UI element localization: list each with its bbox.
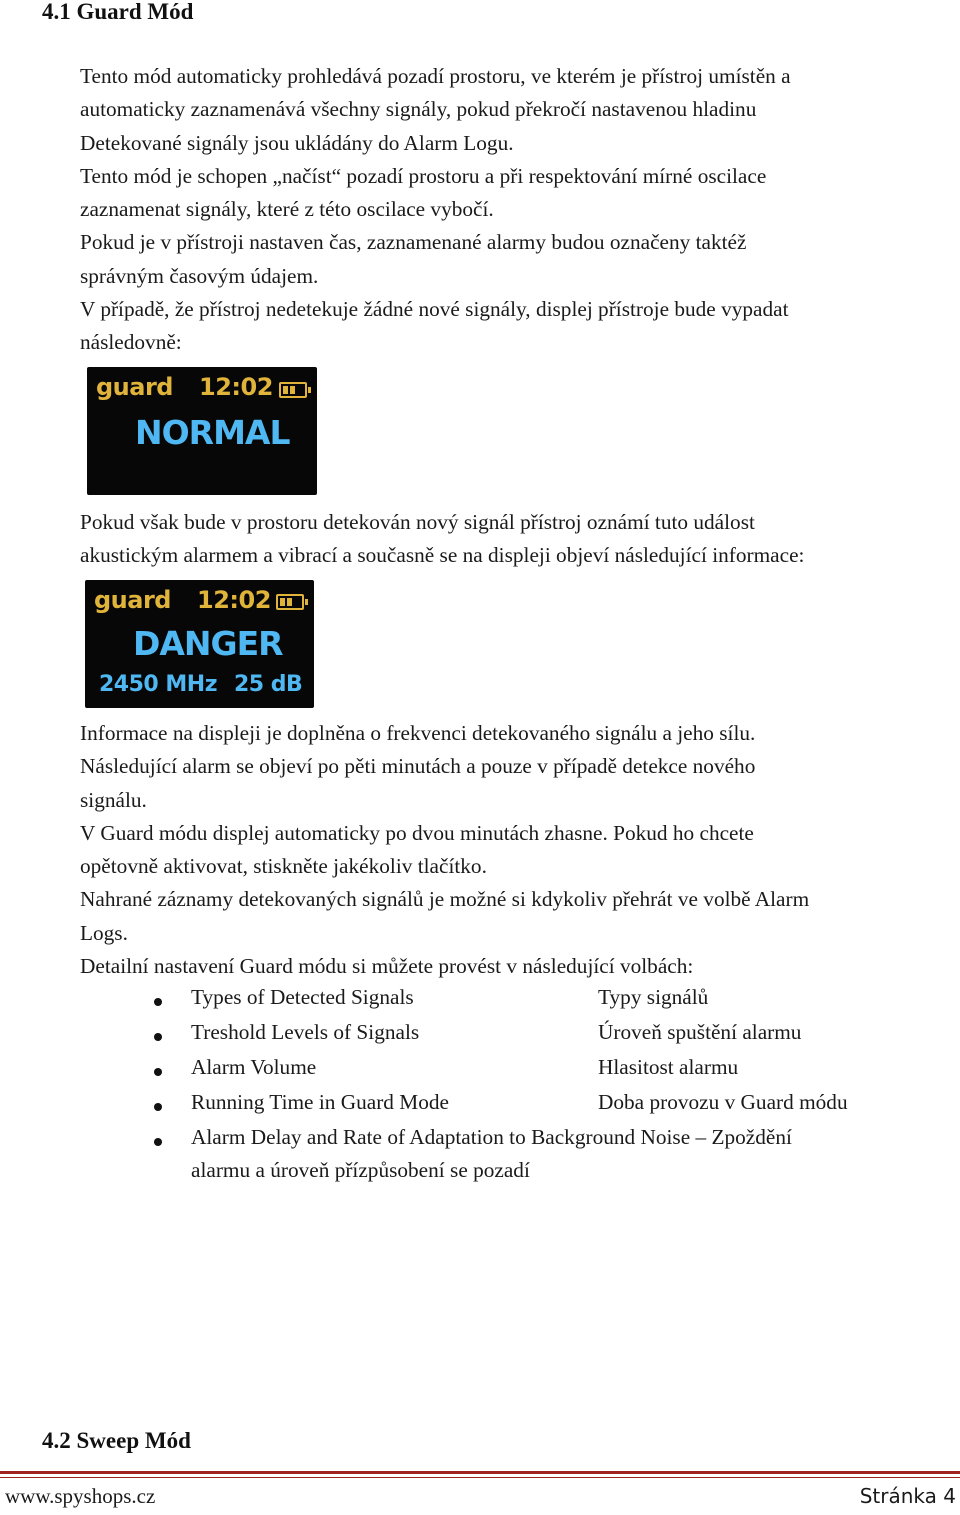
list-item-en: Running Time in Guard Mode [191,1090,449,1114]
list-item-en: Types of Detected Signals [191,985,414,1009]
text-line: následovně: [80,330,182,355]
intro-paragraph [80,60,950,360]
text-line: zaznamenat signály, které z této oscilace vybočí. [80,197,494,222]
list-item-text: alarmu a úroveň přízpůsobení se pozadí [191,1158,530,1182]
text-line: automaticky zaznamenává všechny signály, pokud překročí nastavenou hladinu [80,97,757,122]
list-item-text: Alarm Delay and Rate of Adaptation to Background Noise – Zpoždění [191,1125,792,1149]
list-item-cz: Typy signálů [598,985,709,1009]
bullet-icon [154,998,162,1006]
display-time: 12:02 [197,586,271,614]
text-line: Detailní nastavení Guard módu si můžete provést v následující volbách: [80,954,694,979]
text-line: Logs. [80,920,128,945]
display-status: DANGER [133,624,283,663]
section-heading-sweep-mode: 4.2 Sweep Mód [42,1428,191,1453]
text-line: Nahrané záznamy detekovaných signálů je možné si kdykoliv přehrát ve volbě Alarm [80,887,810,912]
list-item-cz: Hlasitost alarmu [598,1055,739,1079]
bullet-icon [154,1138,162,1146]
list-item [0,1125,960,1195]
bullet-icon [154,1103,162,1111]
list-item-cz: Doba provozu v Guard módu [598,1090,848,1114]
list-item [0,1090,960,1125]
text-line: Informace na displeji je doplněna o frekvenci detekovaného signálu a jeho sílu. [80,721,756,745]
footer-divider-thin [0,1477,960,1478]
list-item-en: Treshold Levels of Signals [191,1020,420,1044]
bullet-icon [154,1033,162,1041]
display-mode-label: guard [96,373,173,401]
list-item-cz: Úroveň spuštění alarmu [598,1020,802,1044]
alarm-paragraph [80,506,950,573]
text-line: Tento mód je schopen „načíst“ pozadí prostoru a při respektování mírné oscilace [80,163,767,188]
text-line: správným časovým údajem. [80,263,319,288]
footer-divider [0,1471,960,1474]
text-line: V případě, že přístroj nedetekuje žádné nové signály, displej přístroje bude vypadat [80,297,789,322]
text-line: signálu. [80,787,147,812]
section-heading-guard-mode: 4.1 Guard Mód [42,0,194,24]
text-line: Pokud je v přístroji nastaven čas, zaznamenané alarmy budou označeny taktéž [80,230,747,255]
device-display-danger [85,580,314,708]
list-item [0,985,960,1020]
display-frequency: 2450 MHz [99,672,217,697]
display-time: 12:02 [199,373,273,401]
text-line: V Guard módu displej automaticky po dvou minutách zhasne. Pokud ho chcete [80,820,754,845]
list-item [0,1020,960,1055]
text-line: Tento mód automaticky prohledává pozadí prostoru, ve kterém je přístroj umístěn a [80,64,791,88]
text-line: opětovně aktivovat, stiskněte jakékoliv tlačítko. [80,854,487,879]
list-item [0,1055,960,1090]
battery-icon [276,594,304,610]
details-paragraph [80,717,950,983]
battery-icon [279,382,307,398]
text-line: akustickým alarmem a vibrací a současně se na displeji objeví následující informace: [80,543,805,568]
footer-website: www.spyshops.cz [5,1484,156,1508]
footer-page-number: Stránka 4 [859,1484,956,1508]
bullet-icon [154,1068,162,1076]
display-mode-label: guard [94,586,171,614]
list-item-en: Alarm Volume [191,1055,317,1079]
text-line: Detekované signály jsou ukládány do Alarm Logu. [80,130,514,155]
display-signal-level: 25 dB [234,672,303,697]
device-display-normal [87,367,317,495]
text-line: Následující alarm se objeví po pěti minutách a pouze v případě detekce nového [80,754,756,779]
text-line: Pokud však bude v prostoru detekován nový signál přístroj oznámí tuto událost [80,510,755,534]
display-status: NORMAL [135,413,290,452]
